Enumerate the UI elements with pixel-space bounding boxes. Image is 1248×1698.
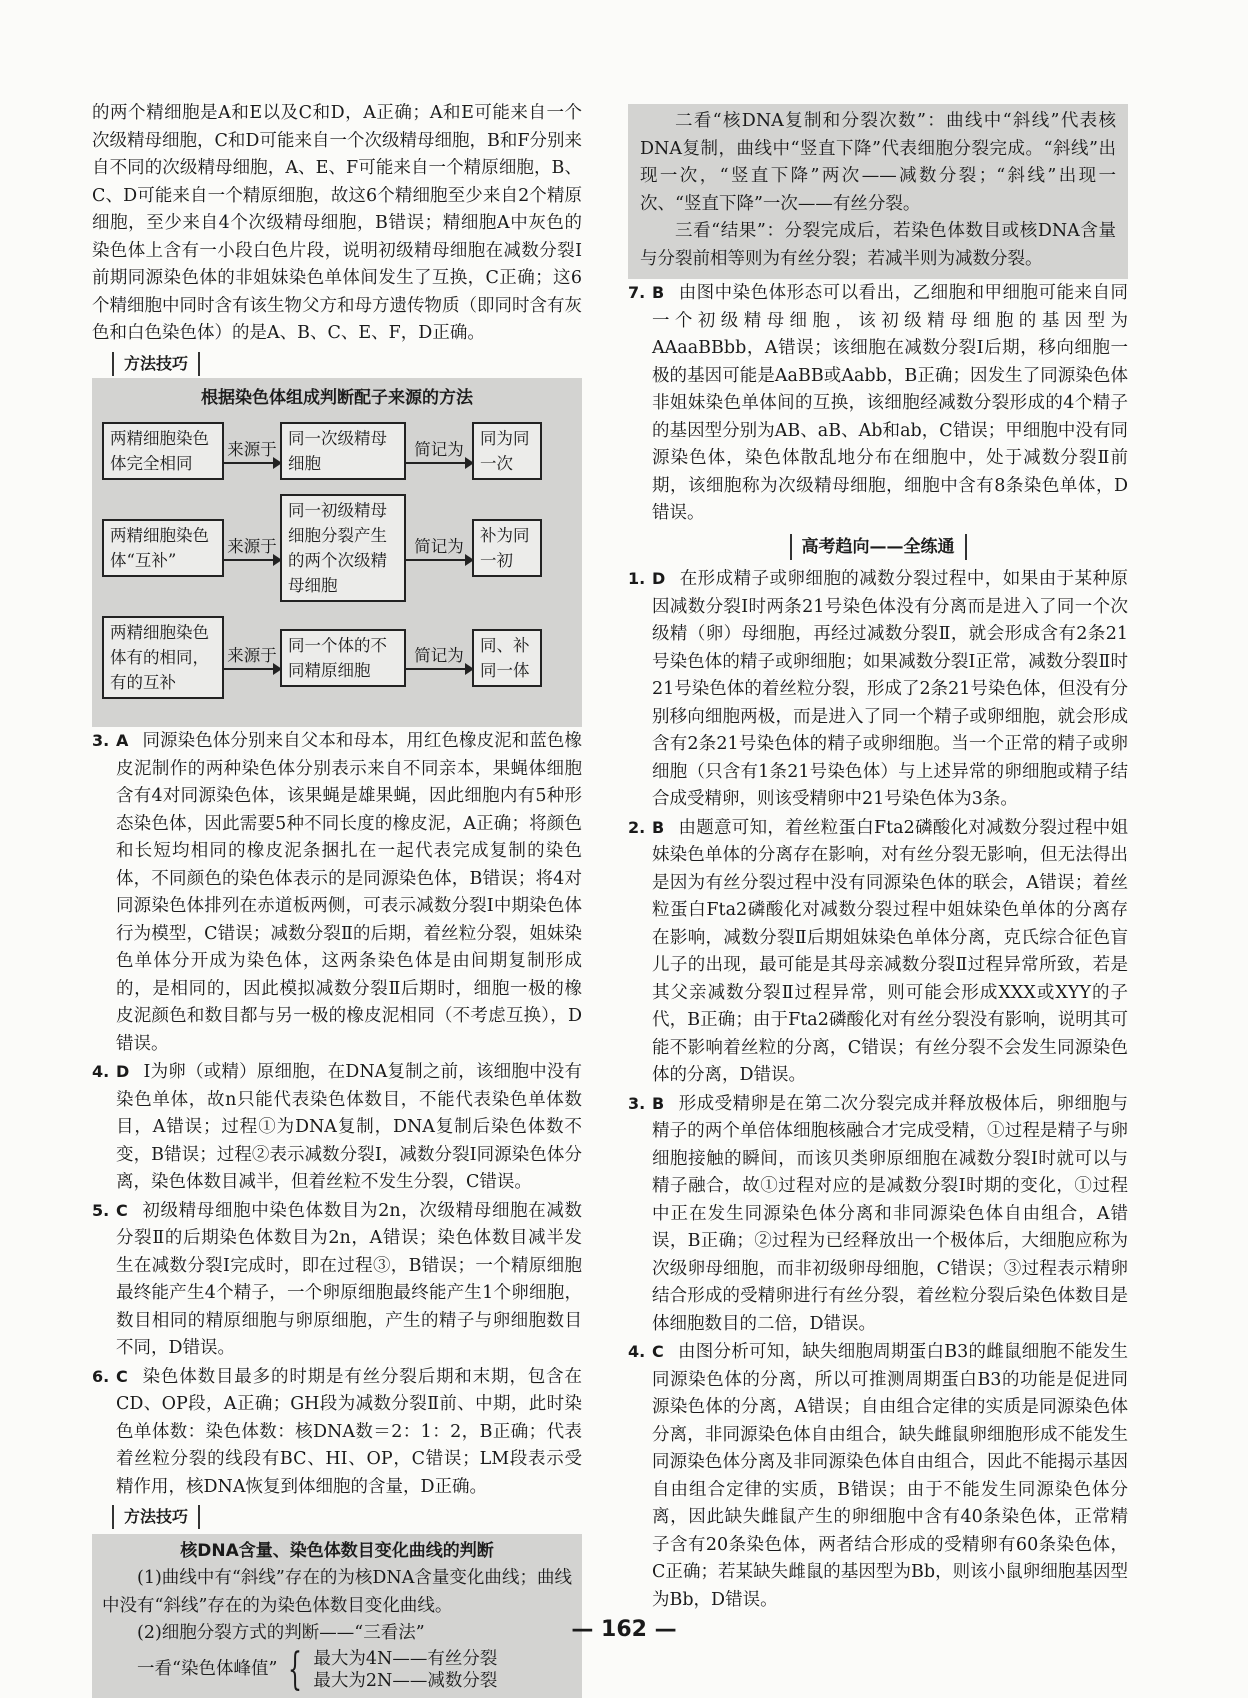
continued-method-box bbox=[628, 104, 1128, 279]
item-number: 7. bbox=[628, 283, 646, 302]
exam-item-3 bbox=[628, 1090, 1128, 1339]
method-box bbox=[92, 378, 582, 727]
flow-abbreviation: 同、补同一体 bbox=[472, 629, 542, 687]
item-text: 由图中染色体形态可以看出，乙细胞和甲细胞可能来自同一个初级精母细胞，该初级精母细胞的基因型为AAaaBBbb，A错误；该细胞在减数分裂Ⅰ后期，移向细胞一极的基因可能是AaBB或Aabb，B正确；因发生了同源染色体非姐妹染色单体间的互换，该细胞经减数分裂形成的4个精子的基因型分别为AB、aB、Ab和ab，C错误；甲细胞中没有同源染色体，染色体散乱地分布在细胞中，处于减数分裂Ⅱ前期，该细胞称为次级精母细胞，细胞中含有8条染色单体，D错误。 bbox=[652, 283, 1128, 523]
item-answer: C bbox=[652, 1342, 664, 1361]
look-one-row bbox=[102, 1643, 572, 1695]
flow-source: 同一初级精母细胞分裂产生的两个次级精母细胞 bbox=[280, 494, 406, 602]
exam-item-4 bbox=[628, 1338, 1128, 1614]
flow-arrow bbox=[224, 536, 280, 561]
item-number: 2. bbox=[628, 817, 646, 837]
item-number: 6. bbox=[92, 1366, 110, 1386]
item-number: 3. bbox=[628, 1093, 646, 1113]
arrow-label: 来源于 bbox=[227, 536, 277, 556]
exam-item-1 bbox=[628, 565, 1128, 814]
item-text: 同源染色体分别来自父本和母本，用红色橡皮泥和蓝色橡皮泥制作的两种染色体分别表示来自不同亲本，果蝇体细胞含有4对同源染色体，该果蝇是雄果蝇，因此细胞内有5种形态染色体，因此需要5种不同长度的橡皮泥，A正确；将颜色和长短均相同的橡皮泥条捆扎在一起代表完成复制的染色体，不同颜色的染色体表示的是同源染色体，B错误；将4对同源染色体排列在赤道板两侧，可表示减数分裂Ⅰ中期染色体行为模型，C错误；减数分裂Ⅱ的后期，着丝粒分裂，姐妹染色单体分开成为染色体，这两条染色体是由间期复制形成的，是相同的，因此模拟减数分裂Ⅱ后期时，细胞一极的橡皮泥颜色和数目都与另一极的橡皮泥相同（不考虑互换），D错误。 bbox=[116, 731, 582, 1054]
method2-paragraph-2: (2)细胞分裂方式的判断——“三看法” bbox=[137, 1623, 425, 1643]
flow-abbreviation: 同为同一次 bbox=[472, 422, 542, 480]
flow-arrow bbox=[224, 645, 280, 670]
flow-source: 同一个体的不同精原细胞 bbox=[280, 629, 406, 687]
answer-item-6 bbox=[92, 1363, 582, 1502]
item-answer: D bbox=[116, 1062, 130, 1081]
continued-paragraph-2: 三看“结果”：分裂完成后，若染色体数目或核DNA含量与分裂前相等则为有丝分裂；若减半则为减数分裂。 bbox=[640, 221, 1116, 269]
flow-row-1 bbox=[102, 422, 572, 480]
flow-source: 同一次级精母细胞 bbox=[280, 422, 406, 480]
exam-item-2 bbox=[628, 814, 1128, 1090]
item-number: 3. bbox=[92, 731, 110, 750]
method-tag: 方法技巧 bbox=[112, 352, 200, 376]
item-text: 初级精母细胞中染色体数目为2n，次级精母细胞在减数分裂Ⅱ的后期染色体数目为2n，A错误；染色体数目减半发生在减数分裂Ⅰ完成时，即在过程③，B错误；一个精原细胞最终能产生4个精子，一个卵原细胞最终能产生1个卵细胞，数目相同的精原细胞与卵原细胞，产生的精子与卵细胞数目不同，D错误。 bbox=[116, 1200, 582, 1358]
flow-condition: 两精细胞染色体完全相同 bbox=[102, 422, 224, 480]
answer-item-4 bbox=[92, 1058, 582, 1197]
section-header bbox=[628, 534, 1128, 562]
answer-item-7 bbox=[628, 279, 1128, 528]
flow-arrow bbox=[406, 536, 472, 561]
continued-paragraph-1: 二看“核DNA复制和分裂次数”：曲线中“斜线”代表核DNA复制，曲线中“竖直下降”代表细胞分裂完成。“斜线”出现一次，“竖直下降”两次——减数分裂；“斜线”出现一次、“竖直下降”一次——有丝分裂。 bbox=[640, 111, 1116, 214]
arrow-label: 简记为 bbox=[414, 646, 464, 665]
arrow-label: 来源于 bbox=[227, 439, 277, 459]
section-title: 高考趋向——全练通 bbox=[790, 534, 967, 560]
method2-title: 核DNA含量、染色体数目变化曲线的判断 bbox=[180, 1540, 494, 1561]
answer-item-3 bbox=[92, 727, 582, 1058]
flow-arrow bbox=[406, 439, 472, 464]
method-title: 根据染色体组成判断配子来源的方法 bbox=[201, 388, 473, 408]
look-one-label: 一看“染色体峰值” bbox=[137, 1658, 278, 1679]
left-column bbox=[92, 100, 582, 1698]
flow-arrow bbox=[406, 645, 472, 670]
item-text: 由题意可知，着丝粒蛋白Fta2磷酸化对减数分裂过程中姐妹染色单体的分离存在影响，对有丝分裂无影响，但无法得出是因为有丝分裂过程中没有同源染色体的联会，A错误；着丝粒蛋白Fta2磷酸化对减数分裂过程中姐妹染色单体的分离存在影响，减数分裂Ⅱ后期姐妹染色单体分离，克氏综合征色盲儿子的出现，最可能是其母亲减数分裂Ⅱ过程异常所致，若是其父亲减数分裂Ⅱ过程异常，则可能会形成XXX或XYY的子代，B正确；由于Fta2磷酸化对有丝分裂没有影响，说明其可能不影响着丝粒的分离，C错误；有丝分裂不会发生同源染色体的分离，D错误。 bbox=[652, 817, 1128, 1085]
method2-tag: 方法技巧 bbox=[112, 1505, 200, 1529]
look-one-options bbox=[313, 1648, 497, 1692]
flow-arrow bbox=[224, 439, 280, 464]
method2-paragraph-1: (1)曲线中有“斜线”存在的为核DNA含量变化曲线；曲线中没有“斜线”存在的为染色体数目变化曲线。 bbox=[102, 1568, 572, 1616]
item-number: 5. bbox=[92, 1200, 110, 1220]
flow-abbreviation: 补为同一初 bbox=[472, 519, 542, 577]
page-number: — 162 — bbox=[571, 1617, 677, 1642]
item-answer: D bbox=[652, 569, 666, 588]
flow-condition: 两精细胞染色体有的相同，有的互补 bbox=[102, 616, 224, 699]
flow-row-2 bbox=[102, 494, 572, 602]
answer-item-5 bbox=[92, 1197, 582, 1363]
right-column bbox=[628, 104, 1128, 1614]
item-answer: C bbox=[116, 1366, 128, 1386]
arrow-label: 简记为 bbox=[414, 536, 464, 556]
item-text: 形成受精卵是在第二次分裂完成并释放极体后，卵细胞与精子的两个单倍体细胞核融合才完成受精，①过程是精子与卵细胞接触的瞬间，而该贝类卵原细胞在减数分裂Ⅰ时就可以与精子融合，故①过程对应的是减数分裂Ⅰ时期的变化，①过程中正在发生同源染色体分离和非同源染色体自由组合，A错误，B正确；②过程为已经释放出一个极体后，大细胞应称为次级卵母细胞，而非初级卵母细胞，C错误；③过程表示精卵结合形成的受精卵进行有丝分裂，着丝粒分裂后染色体数目是体细胞数目的二倍，D错误。 bbox=[652, 1093, 1128, 1334]
look-one-option-a: 最大为4N——有丝分裂 bbox=[313, 1648, 498, 1669]
item-text: 染色体数目最多的时期是有丝分裂后期和末期，包含在CD、OP段，A正确；GH段为减数分裂Ⅱ前、中期，此时染色单体数：染色体数：核DNA数＝2：1：2，B正确；代表着丝粒分裂的线段有BC、HI、OP，C错误；LM段表示受精作用，核DNA恢复到体细胞的含量，D正确。 bbox=[116, 1366, 582, 1497]
item-number: 4. bbox=[92, 1062, 110, 1081]
flow-condition: 两精细胞染色体“互补” bbox=[102, 519, 224, 577]
item-answer: B bbox=[652, 817, 665, 837]
arrow-label: 简记为 bbox=[414, 439, 464, 459]
flow-row-3 bbox=[102, 616, 572, 699]
item-text: 由图分析可知，缺失细胞周期蛋白B3的雌鼠细胞不能发生同源染色体的分离，所以可推测周期蛋白B3的功能是促进同源染色体的分离，A错误；自由组合定律的实质是同源染色体分离，非同源染色体自由组合，缺失雌鼠卵细胞形成不能发生同源染色体分离及非同源染色体自由组合，因此不能揭示基因自由组合定律的实质，B错误；由于不能发生同源染色体分离，因此缺失雌鼠产生的卵细胞中含有40条染色体，正常精子含有20条染色体，两者结合形成的受精卵有60条染色体，C正确；若某缺失雌鼠的基因型为Bb，则该小鼠卵细胞基因型为Bb，D错误。 bbox=[652, 1342, 1128, 1610]
item-text: 在形成精子或卵细胞的减数分裂过程中，如果由于某种原因减数分裂Ⅰ时两条21号染色体没有分离而是进入了同一个次级精（卵）母细胞，再经过减数分裂Ⅱ，就会形成含有2条21号染色体的精子或卵细胞；如果减数分裂Ⅰ正常，减数分裂Ⅱ时21号染色体的着丝粒分裂，形成了2条21号染色体，但没有分别移向细胞两极，而是进入了同一个精子或卵细胞，就会形成含有2条21号染色体的精子或卵细胞。当一个正常的精子或卵细胞（只含有1条21号染色体）与上述异常的卵细胞或精子结合成受精卵，则该受精卵中21号染色体为3条。 bbox=[652, 569, 1128, 809]
item-answer: B bbox=[652, 283, 665, 302]
item-number: 1. bbox=[628, 569, 646, 588]
item-text: Ⅰ为卵（或精）原细胞，在DNA复制之前，该细胞中没有染色单体，故n只能代表染色体数目，不能代表染色单体数目，A错误；过程①为DNA复制，DNA复制后染色体数不变，B错误；过程②表示减数分裂Ⅰ，减数分裂Ⅰ同源染色体分离，染色体数目减半，但着丝粒不发生分裂，C错误。 bbox=[116, 1062, 582, 1192]
item-number: 4. bbox=[628, 1342, 646, 1361]
item-answer: B bbox=[652, 1093, 665, 1113]
brace-icon: { bbox=[288, 1643, 303, 1695]
intro-paragraph: 的两个精细胞是A和E以及C和D，A正确；A和E可能来自一个次级精母细胞，C和D可能来自一个次级精母细胞，B和F分别来自不同的次级精母细胞，A、E、F可能来自一个精原细胞，B、C、D可能来自一个精原细胞，故这6个精细胞至少来自2个精原细胞，至少来自4个次级精母细胞，B错误；精细胞A中灰色的染色体上含有一小段白色片段，说明初级精母细胞在减数分裂Ⅰ前期同源染色体的非姐妹染色单体间发生了互换，C正确；这6个精细胞中同时含有该生物父方和母方遗传物质（即同时含有灰色和白色染色体）的是A、B、C、E、F，D正确。 bbox=[92, 103, 582, 343]
item-answer: A bbox=[116, 731, 129, 750]
arrow-label: 来源于 bbox=[227, 646, 277, 665]
look-one-option-b: 最大为2N——减数分裂 bbox=[313, 1670, 498, 1691]
item-answer: C bbox=[116, 1200, 128, 1220]
